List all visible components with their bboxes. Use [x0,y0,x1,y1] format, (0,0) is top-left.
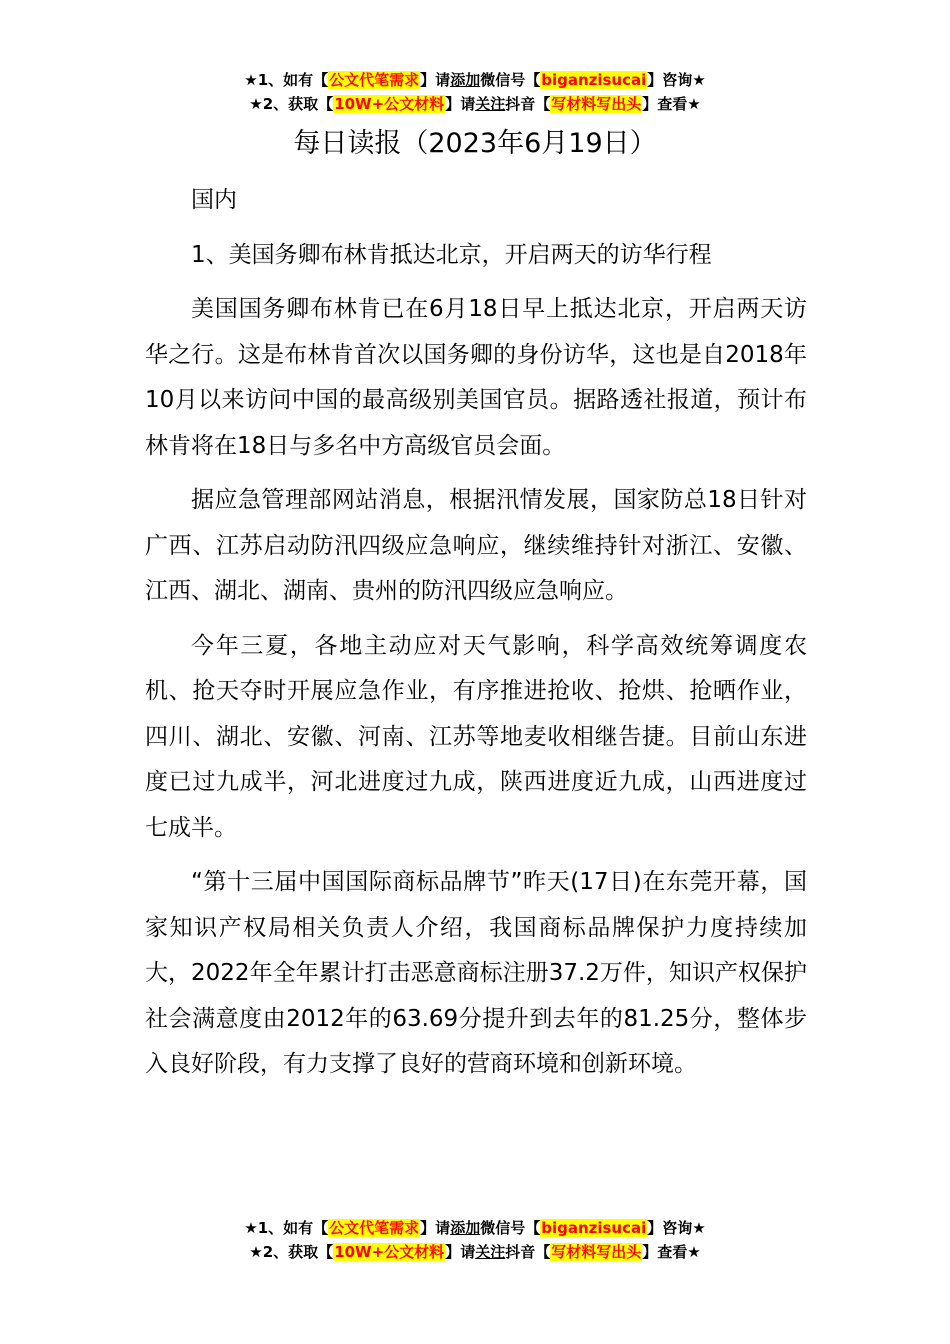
header-promo-banner [0,68,950,116]
promo-underlined-text: 关注 [475,95,506,113]
promo-underlined-text: 添加 [450,1219,481,1237]
paragraph: 今年三夏，各地主动应对天气影响，科学高效统筹调度农机、抢天夺时开展应急作业，有序推进抢收、抢烘、抢晒作业，四川、湖北、安徽、河南、江苏等地麦收相继告捷。目前山东进度已过九成半，河北进度过九成，陕西进度近九成，山西进度过七成半。 [145,632,807,841]
paragraph: 美国国务卿布林肯已在6月18日早上抵达北京，开启两天访华之行。这是布林肯首次以国务卿的身份访华，这也是自2018年10月以来访问中国的最高级别美国官员。据路透社报道，预计布林肯将在18日与多名中方高级官员会面。 [145,296,807,459]
promo-text: 】查看★ [642,1243,701,1261]
promo-text: 】咨询★ [647,1219,706,1237]
promo-highlight: biganzisucai [541,1219,647,1237]
promo-text: ★1、如有【 [244,1219,329,1237]
promo-highlight: 公文代笔需求 [329,71,420,89]
promo-text: 】请 [420,1219,451,1237]
document-title: 每日读报（2023年6月19日） [293,128,657,159]
promo-text: 微信号【 [480,71,541,89]
promo-highlight: 写材料写出头 [551,1243,642,1261]
promo-line-2 [0,92,950,116]
promo-text: ★1、如有【 [244,71,329,89]
footer-promo-banner [0,1216,950,1264]
promo-text: 】查看★ [642,95,701,113]
promo-text: 】请 [445,1243,476,1261]
promo-text: ★2、获取【 [249,95,334,113]
promo-highlight: 10W+公文材料 [334,1243,445,1261]
promo-highlight: biganzisucai [541,71,647,89]
promo-text: 】请 [420,71,451,89]
promo-text: 】请 [445,95,476,113]
promo-line-1 [0,68,950,92]
promo-highlight: 写材料写出头 [551,95,642,113]
promo-text: 】咨询★ [647,71,706,89]
promo-underlined-text: 添加 [450,71,481,89]
promo-underlined-text: 关注 [475,1243,506,1261]
promo-text: ★2、获取【 [249,1243,334,1261]
section-heading: 国内 [191,187,237,213]
promo-highlight: 公文代笔需求 [329,1219,420,1237]
promo-highlight: 10W+公文材料 [334,95,445,113]
item-heading: 1、美国务卿布林肯抵达北京，开启两天的访华行程 [191,241,712,268]
promo-line-1 [0,1216,950,1240]
document-body [145,178,807,1097]
promo-text: 微信号【 [480,1219,541,1237]
paragraph: “第十三届中国国际商标品牌节”昨天(17日)在东莞开幕，国家知识产权局相关负责人介绍，我国商标品牌保护力度持续加大，2022年全年累计打击恶意商标注册37.2万件，知识产权保护社会满意度由2012年的63.69分提升到去年的81.25分，整体步入良好阶段，有力支撑了良好的营商环境和创新环境。 [145,869,807,1077]
paragraph: 据应急管理部网站消息，根据汛情发展，国家防总18日针对广西、江苏启动防汛四级应急响应，继续维持针对浙江、安徽、江西、湖北、湖南、贵州的防汛四级应急响应。 [145,487,807,604]
promo-line-2 [0,1240,950,1264]
promo-text: 抖音【 [505,95,551,113]
promo-text: 抖音【 [505,1243,551,1261]
